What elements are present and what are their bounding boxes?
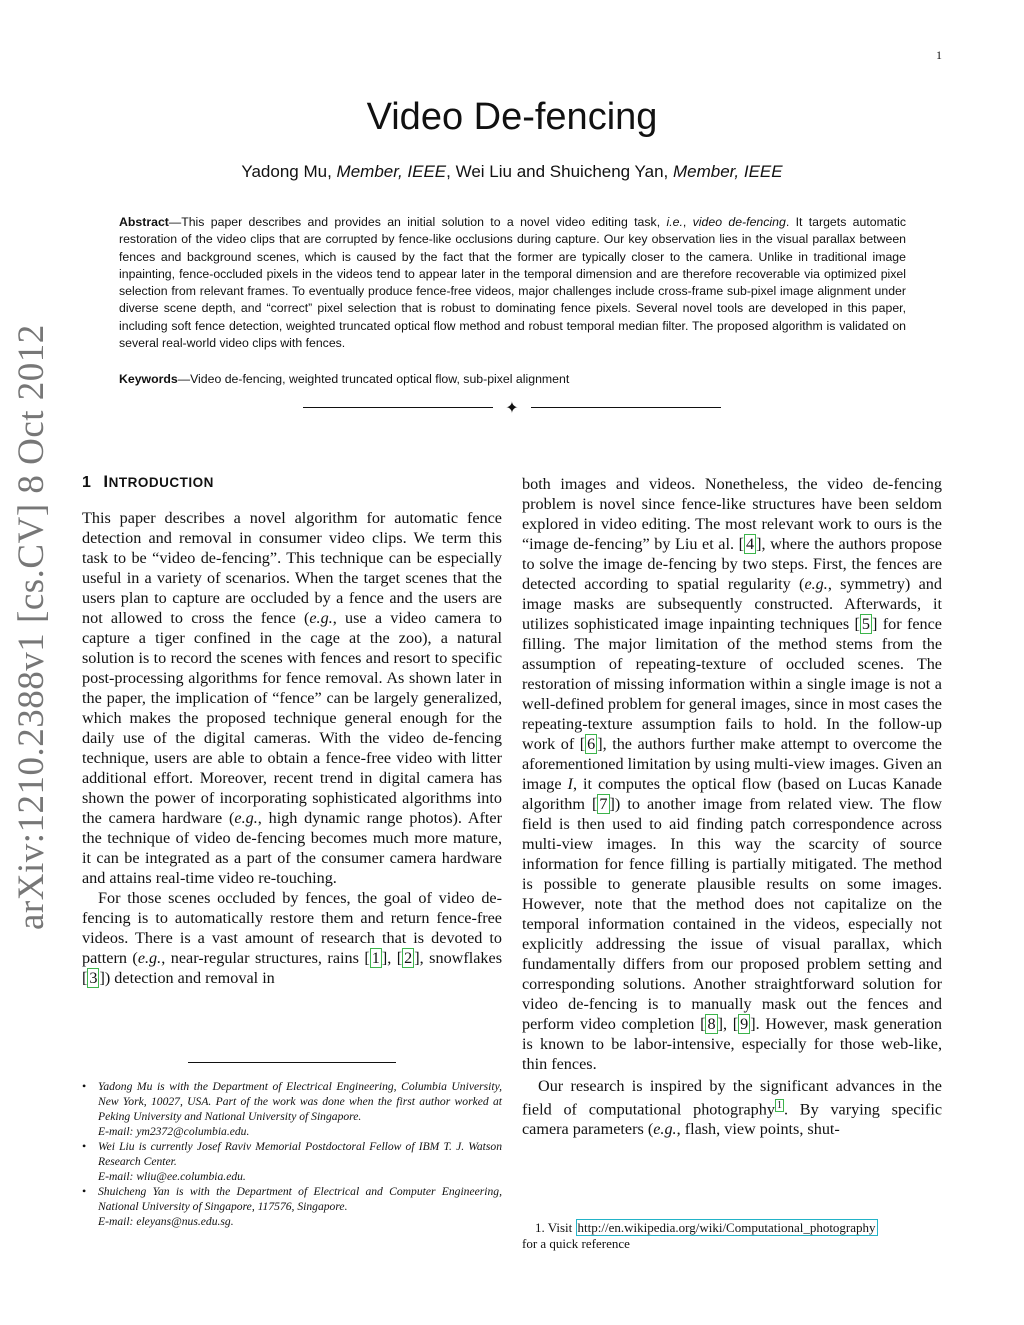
author-1: Yadong Mu, bbox=[241, 162, 332, 181]
page-number: 1 bbox=[936, 48, 942, 62]
text-run: , where the authors propose to solve the image de-fencing by two steps. First, the fences are detected according to spatial regularity ( bbox=[522, 535, 942, 593]
paper-title: Video De-fencing bbox=[366, 96, 658, 138]
footnote-ref-link[interactable]: 1 bbox=[776, 1100, 782, 1111]
text-run: , high dynamic range photos). After the technique of video de-fencing becomes much more mature, it can be integrated as a part of the consumer camera hardware and attains real-time video re-touching. bbox=[82, 809, 502, 887]
author-footnotes bbox=[82, 1079, 502, 1229]
footnote-email: E-mail: eleyans@nus.edu.sg. bbox=[98, 1215, 234, 1228]
divider-diamond-icon: ✦ bbox=[505, 400, 519, 417]
citation-link[interactable]: 3 bbox=[89, 969, 98, 987]
text-run: , bbox=[722, 1015, 733, 1033]
footnote-rule bbox=[188, 1062, 396, 1063]
citation-link[interactable]: 7 bbox=[599, 795, 608, 813]
citation-link[interactable]: 6 bbox=[587, 735, 596, 753]
text-run: , flash, view points, shut- bbox=[676, 1120, 840, 1139]
citation-link[interactable]: 9 bbox=[740, 1015, 749, 1033]
paragraph bbox=[522, 1076, 942, 1139]
text-run: . However, mask generation is known to be labor-intensive, especially for those web-like, thin fences. bbox=[522, 1015, 942, 1073]
section-heading bbox=[82, 472, 214, 492]
footnote-item bbox=[82, 1139, 502, 1184]
citation-link[interactable]: 5 bbox=[861, 615, 870, 633]
footnote-url-link[interactable]: http://en.wikipedia.org/wiki/Computational_photography bbox=[577, 1220, 876, 1235]
citation-link[interactable]: 2 bbox=[404, 949, 413, 967]
text-run: , it computes the optical flow (based on Lucas Kanade algorithm bbox=[522, 775, 942, 813]
footnote-item bbox=[82, 1184, 502, 1229]
abstract-lead: —This paper describes and provides an initial solution to a novel video editing task, bbox=[168, 215, 661, 229]
text-run: Our research is inspired by the significant advances in the field of computational photography bbox=[522, 1077, 942, 1119]
abstract-body: . It targets automatic restoration of the video clips that are corrupted by fence-like occlusions during capture. Our key observation lies in the visual parallax between fences and background scenes, which is caused by the fact that the former are typically closer to the camera. Unlike in traditional image inpainting, fence-occluded pixels in the videos tend to appear later in the temporal dimension and are therefore recoverable via optimized pixel selection from relevant frames. To eventually produce fence-free videos, major challenges include cross-frame sub-pixel image alignment under diverse scene depth, and “correct” pixel selection that is robust to dominating fence pixels. Several novel tools are developed in this paper, including soft fence detection, weighted truncated optical flow method and robust temporal median filter. The proposed algorithm is validated on several real-world video clips with fences. bbox=[119, 215, 906, 351]
arxiv-stamp: arXiv:1210.2388v1 [cs.CV] 8 Oct 2012 bbox=[11, 324, 52, 930]
text-eg: e.g. bbox=[653, 1120, 677, 1139]
abstract-label: Abstract bbox=[119, 215, 169, 229]
author-line bbox=[0, 162, 1024, 182]
footnote-text: Shuicheng Yan is with the Department of Electrical and Computer Engineering, National University of Singapore, 117576, Singapore. bbox=[98, 1185, 502, 1213]
paragraph: both images and videos. Nonetheless, the video de-fencing problem is novel since fence-like structures have been seldom explored in video editing. The most relevant work to ours is the “image de-fencing” by Liu et al. [ 4 ], where the authors propose to solve the image de-fencing by two steps. First, the fences are detected according to spatial regularity (e.g., symmetry) and image masks are subsequently constructed. Afterwards, it utilizes sophisticated image inpainting techniques [ 5 ] for fence filling. The major limitation of the method stems from the assumption of repeating-texture of occluded scenes. The restoration of missing information within a single image is not a well-defined problem for general images, since in most cases the repeating-texture assumption fails to hold. In the follow-up work of [ 6 ], the authors further make attempt to overcome the aforementioned limitation by using multi-view images. Given an image I, it computes the optical flow (based on Lucas Kanade algorithm [ 7 ]) to another image from related view. The flow field is then used to aid finding patch correspondence across multi-view images. In this way the scarcity of source information for fence filling is partially mitigated. The method is possible to generate plausible results on some images. However, note that the method does not capitalize on the temporal information contained in the videos, especially not explicitly addressing the issue of visual parallax, which fundamentally differs from our proposed problem setting and corresponding solutions. Another straightforward solution for video de-fencing is to manually mask out the fences and perform video completion [ 8 ], [ 9 ]. However, mask generation is known to be labor-intensive, especially for those web-like, thin fences. bbox=[522, 475, 942, 1073]
text-run: , the authors further make attempt to overcome the aforementioned limitation by using multi-view images. Given an image bbox=[522, 735, 942, 793]
author-2-3-role: Member, IEEE bbox=[673, 162, 783, 181]
text-run: for fence filling. The major limitation of the method stems from the assumption of repeating-texture of occluded scenes. The restoration of missing information within a single image is not a well-defined problem for general images, since in most cases the repeating-texture assumption fails to hold. In the follow-up work of bbox=[522, 615, 942, 753]
footnote-email: E-mail: ym2372@columbia.edu. bbox=[98, 1125, 250, 1138]
text-run: ) to another image from related view. The flow field is then used to aid finding patch correspondence across multi-view images. In this way the scarcity of source information for fence filling is partially mitigated. The method is possible to generate plausible results on some images. However, note that the method does not capitalize on the temporal information contained in the videos, especially not explicitly addressing the issue of visual parallax, which fundamentally differs from our proposed problem setting and corresponding solutions. Another straightforward solution for video de-fencing is to manually mask out the fences and perform video completion bbox=[522, 795, 942, 1033]
section-divider bbox=[303, 398, 721, 418]
citation-link[interactable]: 1 bbox=[371, 949, 380, 967]
text-run: , symmetry) and image masks are subsequently constructed. Afterwards, it utilizes sophisticated image inpainting techniques bbox=[522, 575, 942, 633]
column-right bbox=[522, 474, 942, 1139]
footnote-email: E-mail: wliu@ee.columbia.edu. bbox=[98, 1170, 246, 1183]
footnote-text: Wei Liu is currently Josef Raviv Memorial Postdoctoral Fellow of IBM T. J. Watson Research Center. bbox=[98, 1140, 502, 1168]
web-footnote bbox=[522, 1220, 952, 1252]
text-eg: e.g. bbox=[804, 575, 828, 593]
abstract-comma: , bbox=[682, 215, 687, 229]
footnote-label: 1. Visit bbox=[535, 1220, 573, 1235]
text-eg: e.g. bbox=[137, 949, 162, 967]
citation-link[interactable]: 4 bbox=[745, 535, 755, 553]
abstract-ie: i.e. bbox=[666, 215, 683, 229]
author-1-role: Member, IEEE bbox=[336, 162, 447, 181]
text-eg: e.g. bbox=[234, 809, 258, 827]
text-run: , use a video camera to capture a tiger confined in the cage at the zoo), a natural solution is to record the scenes with fences and resort to specific post-processing algorithms for fence removal. As shown later in the paper, the implication of “fence” can be largely generalized, which makes the proposed technique general enough for the daily use of the digital cameras. With the video de-fencing technique, users are able to obtain a fence-free video with litter additional effort. Moreover, recent trend in digital camera has shown the power of incorporating sophisticated algorithms into the camera hardware ( bbox=[82, 609, 502, 827]
divider-line-left bbox=[303, 407, 493, 408]
footnote-item bbox=[82, 1079, 502, 1139]
text-run: ) detection and removal in bbox=[104, 969, 275, 987]
keywords bbox=[119, 372, 906, 386]
text-run: both images and videos. Nonetheless, the video de-fencing problem is novel since fence-like structures have been seldom explored in video editing. The most relevant work to ours is the “image de-fencing” by Liu et al. bbox=[522, 475, 942, 553]
section-title-initial: I bbox=[103, 472, 109, 491]
text-run: , snowflakes bbox=[419, 949, 503, 967]
paragraph: For those scenes occluded by fences, the goal of video de-fencing is to automatically restore them and return fence-free videos. There is a vast amount of research that is devoted to pattern (e.g., near-regular structures, rains [ 1 ], [ 2 ], snowflakes [ 3 ]) detection and removal in bbox=[82, 889, 503, 987]
keywords-text: —Video de-fencing, weighted truncated optical flow, sub-pixel alignment bbox=[177, 372, 570, 386]
divider-line-right bbox=[531, 407, 721, 408]
section-number: 1 bbox=[82, 474, 92, 491]
abstract bbox=[119, 214, 906, 352]
author-2-3: , Wei Liu and Shuicheng Yan, bbox=[446, 162, 669, 181]
bullet-icon: • bbox=[82, 1079, 87, 1093]
text-run: For those scenes occluded by fences, the goal of video de-fencing is to automatically restore them and return fence-free videos. There is a vast amount of research that is devoted to pattern ( bbox=[82, 889, 502, 967]
keywords-label: Keywords bbox=[119, 372, 178, 386]
text-eg: e.g. bbox=[309, 609, 333, 627]
text-run: , near-regular structures, rains bbox=[161, 949, 365, 967]
bullet-icon: • bbox=[82, 1139, 87, 1153]
text-run: . By varying specific camera parameters ( bbox=[522, 1100, 943, 1139]
abstract-term: video de-fencing bbox=[692, 215, 786, 229]
column-left bbox=[82, 508, 502, 988]
text-run: This paper describes a novel algorithm for automatic fence detection and removal in consumer video clips. We term this task to be “video de-fencing”. This technique can be especially useful in a variety of scenarios. When the target scenes that the users plan to capture are occluded by a fence and the users are not allowed to cross the fence ( bbox=[82, 509, 502, 627]
footnote-tail: for a quick reference bbox=[522, 1236, 630, 1251]
section-title-rest: NTRODUCTION bbox=[108, 475, 214, 490]
footnote-text: Yadong Mu is with the Department of Electrical Engineering, Columbia University, New York, 10027, USA. Part of the work was done when the first author worked at Peking University and National University of Singapore. bbox=[98, 1080, 502, 1123]
paragraph bbox=[82, 508, 502, 888]
text-run: , bbox=[387, 949, 397, 967]
bullet-icon: • bbox=[82, 1184, 87, 1198]
citation-link[interactable]: 8 bbox=[707, 1015, 716, 1033]
math-variable: I bbox=[567, 775, 573, 793]
